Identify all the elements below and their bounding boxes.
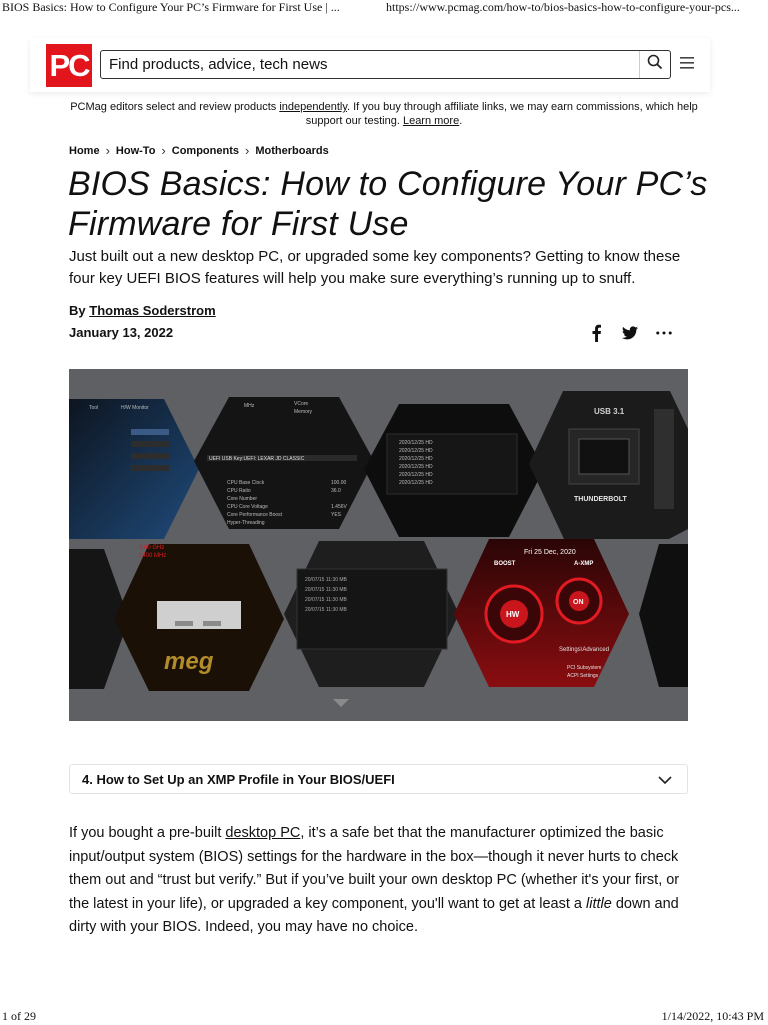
- svg-text:H/W Monitor: H/W Monitor: [121, 405, 149, 411]
- affiliate-disclosure: [60, 100, 708, 128]
- paragraph-text: If you bought a pre-built: [69, 825, 226, 841]
- svg-text:CPU Base Clock: CPU Base Clock: [227, 480, 265, 486]
- print-url: https://www.pcmag.com/how-to/bios-basics-how-to-configure-your-pcs...: [386, 0, 740, 14]
- svg-text:2400 MHz: 2400 MHz: [139, 553, 167, 559]
- by-label: By: [69, 303, 86, 318]
- svg-text:Memory: Memory: [294, 409, 313, 415]
- breadcrumb-how-to[interactable]: How-To: [115, 144, 156, 157]
- byline: [69, 303, 216, 318]
- disclosure-text: PCMag editors select and review products: [70, 101, 280, 113]
- more-options-icon[interactable]: [656, 323, 672, 343]
- svg-text:BOOST: BOOST: [494, 561, 516, 567]
- svg-text:2020/12/25 HD: 2020/12/25 HD: [399, 448, 433, 454]
- search-button[interactable]: [639, 51, 670, 78]
- svg-text:Settings\Advanced: Settings\Advanced: [559, 647, 610, 653]
- svg-text:THUNDERBOLT: THUNDERBOLT: [574, 496, 627, 503]
- article-title: BIOS Basics: How to Configure Your PC’s Firmware for First Use: [68, 165, 708, 243]
- svg-text:3.60 GHz: 3.60 GHz: [139, 545, 165, 551]
- publish-date: January 13, 2022: [69, 325, 174, 340]
- svg-text:2020/12/25 HD: 2020/12/25 HD: [399, 440, 433, 446]
- svg-text:CPU Ratio: CPU Ratio: [227, 488, 251, 494]
- svg-text:meg: meg: [164, 648, 214, 675]
- svg-text:Tool: Tool: [89, 405, 99, 411]
- svg-text:100.00: 100.00: [331, 480, 347, 486]
- desktop-pc-link[interactable]: desktop PC: [225, 825, 301, 841]
- twitter-icon[interactable]: [622, 323, 638, 343]
- share-bar: [588, 323, 672, 343]
- svg-text:Core Performance Boost: Core Performance Boost: [227, 512, 283, 518]
- paragraph-text-end: down and dirty with your BIOS. Indeed, you may have no choice.: [69, 895, 679, 935]
- svg-text:UEFI USB Key:UEFI: LEXAR JD CL: UEFI USB Key:UEFI: LEXAR JD CLASSIC: [209, 456, 305, 462]
- svg-text:USB 3.1: USB 3.1: [594, 407, 625, 416]
- svg-text:ON: ON: [573, 599, 584, 606]
- svg-text:HW: HW: [506, 610, 520, 619]
- toc-accordion[interactable]: [69, 764, 688, 794]
- independently-link[interactable]: independently: [279, 101, 348, 113]
- article-paragraph: [69, 822, 691, 940]
- print-header: [0, 0, 768, 16]
- search-box: [100, 50, 671, 79]
- svg-text:Fri 25 Dec, 2020: Fri 25 Dec, 2020: [524, 549, 576, 556]
- svg-text:2020/12/25 HD: 2020/12/25 HD: [399, 480, 433, 486]
- svg-text:2020/12/25 HD: 2020/12/25 HD: [399, 464, 433, 470]
- learn-more-link[interactable]: Learn more: [402, 115, 460, 127]
- disclosure-text-end: .: [459, 115, 463, 127]
- chevron-right-icon: ›: [245, 143, 250, 158]
- disclosure-text-middle: . If you buy through affiliate links, we may earn commissions, which help support our testing.: [305, 101, 698, 127]
- article-subtitle: Just built out a new desktop PC, or upgraded some key components? Getting to know these four key UEFI BIOS features will help you make sure everything’s running up to snuff.: [69, 248, 681, 287]
- bios-collage-graphic: [69, 369, 688, 721]
- facebook-icon[interactable]: [588, 323, 604, 343]
- svg-text:VCore: VCore: [294, 401, 309, 407]
- svg-text:2020/12/25 HD: 2020/12/25 HD: [399, 456, 433, 462]
- svg-text:2020/12/25 HD: 2020/12/25 HD: [399, 472, 433, 478]
- svg-text:Hyper-Threading: Hyper-Threading: [227, 520, 265, 526]
- print-footer: [0, 1009, 768, 1025]
- search-input[interactable]: [101, 51, 649, 78]
- print-page-number: 1 of 29: [2, 1009, 36, 1023]
- svg-text:YES: YES: [331, 512, 342, 518]
- breadcrumb-components[interactable]: Components: [171, 144, 239, 157]
- paragraph-italic: little: [586, 895, 612, 912]
- hero-image: [69, 369, 688, 721]
- search-icon: [647, 54, 663, 75]
- svg-text:20/07/15 11:30 MB: 20/07/15 11:30 MB: [305, 577, 347, 583]
- print-page-title: BIOS Basics: How to Configure Your PC’s Firmware for First Use | ...: [2, 0, 340, 14]
- chevron-down-icon[interactable]: [657, 772, 673, 788]
- svg-text:ACPI Settings: ACPI Settings: [567, 673, 599, 679]
- menu-button[interactable]: [678, 56, 696, 74]
- author-link[interactable]: Thomas Soderstrom: [89, 303, 216, 318]
- hamburger-menu-icon: [679, 56, 695, 75]
- svg-text:PCI Subsystem: PCI Subsystem: [567, 665, 602, 671]
- svg-text:20/07/15 11:30 MB: 20/07/15 11:30 MB: [305, 587, 347, 593]
- chevron-right-icon: ›: [105, 143, 110, 158]
- breadcrumb-motherboards[interactable]: Motherboards: [255, 144, 329, 157]
- toc-current-section: 4. How to Set Up an XMP Profile in Your BIOS/UEFI: [82, 772, 395, 787]
- svg-text:1.456V: 1.456V: [331, 504, 347, 510]
- svg-text:MHz: MHz: [244, 403, 255, 409]
- svg-text:20/07/15 11:30 MB: 20/07/15 11:30 MB: [305, 597, 347, 603]
- site-header: [30, 38, 710, 92]
- paragraph-text-middle: , it’s a safe bet that the manufacturer optimized the basic input/output system (BIOS) settings for the hardware in the box—though it never hurts to check them out and “trust but verify.” But if you’ve built your own desktop PC (whether it's your first, or the latest in your life), or upgraded a key component, you'll want to get at least a: [69, 825, 680, 912]
- print-timestamp: 1/14/2022, 10:43 PM: [661, 1009, 764, 1023]
- svg-text:36.0: 36.0: [331, 488, 341, 494]
- breadcrumb-home[interactable]: Home: [69, 144, 100, 157]
- svg-text:20/07/15 11:30 MB: 20/07/15 11:30 MB: [305, 607, 347, 613]
- breadcrumb: [69, 143, 329, 158]
- svg-text:A-XMP: A-XMP: [574, 561, 594, 567]
- svg-text:Core Number: Core Number: [227, 496, 258, 502]
- pcmag-logo[interactable]: PC: [46, 44, 92, 87]
- chevron-right-icon: ›: [161, 143, 166, 158]
- svg-text:CPU Core Voltage: CPU Core Voltage: [227, 504, 268, 510]
